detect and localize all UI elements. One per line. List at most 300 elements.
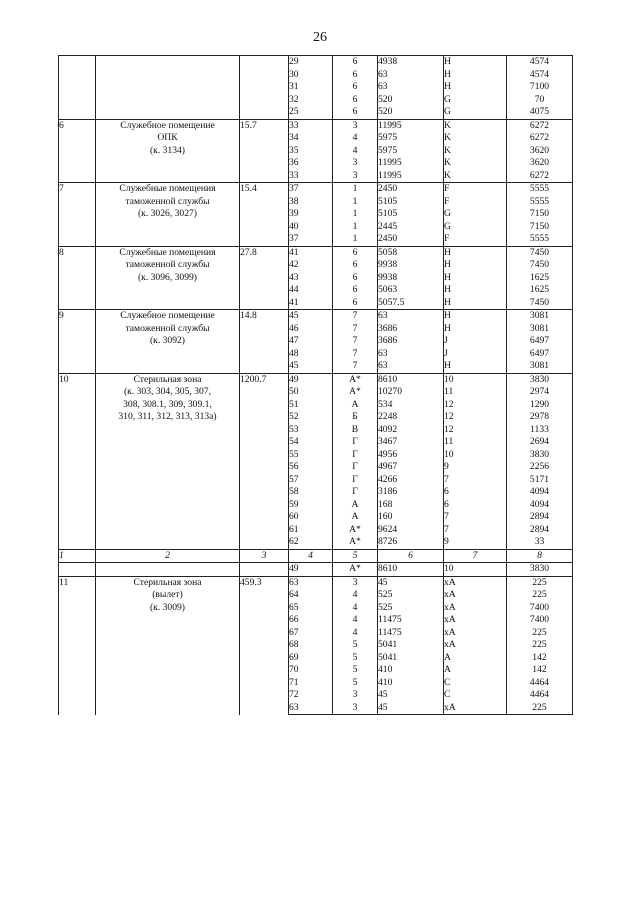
segment-cell: В: [333, 424, 378, 437]
point-cell: 54: [289, 436, 333, 449]
class-cell: G: [444, 94, 507, 107]
room-name-line: Служебные помещения: [119, 183, 216, 194]
class-cell: 7: [444, 524, 507, 537]
room-number-cell: 11: [59, 576, 96, 715]
class-cell: 6: [444, 499, 507, 512]
segment-cell: 4: [333, 145, 378, 158]
class-cell: H: [444, 69, 507, 82]
value-cell: 7150: [507, 221, 573, 234]
table-row: [59, 246, 573, 259]
room-name-cell: [96, 56, 240, 120]
value-cell: 2978: [507, 411, 573, 424]
room-name-line: Стерильная зона: [133, 576, 202, 588]
value-cell: 7400: [507, 614, 573, 627]
column-number-cell: 5: [333, 549, 378, 563]
room-number-cell: 7: [59, 183, 96, 247]
segment-cell: Г: [333, 461, 378, 474]
coord-cell: 8610: [378, 373, 444, 386]
segment-cell: 3: [333, 119, 378, 132]
segment-cell: 3: [333, 702, 378, 715]
segment-cell: 6: [333, 259, 378, 272]
coord-cell: 3467: [378, 436, 444, 449]
class-cell: F: [444, 196, 507, 209]
point-cell: 71: [289, 677, 333, 690]
point-cell: 35: [289, 145, 333, 158]
class-cell: H: [444, 81, 507, 94]
coord-cell: 520: [378, 106, 444, 119]
value-cell: 3830: [507, 563, 573, 577]
segment-cell: 6: [333, 94, 378, 107]
column-number-cell: 3: [240, 549, 289, 563]
coord-cell: 5975: [378, 145, 444, 158]
segment-cell: 1: [333, 233, 378, 246]
coord-cell: 45: [378, 702, 444, 715]
coord-cell: 63: [378, 81, 444, 94]
point-cell: 33: [289, 170, 333, 183]
value-cell: 6272: [507, 119, 573, 132]
value-cell: 6497: [507, 348, 573, 361]
coord-cell: 10270: [378, 386, 444, 399]
coord-cell: 4092: [378, 424, 444, 437]
segment-cell: 7: [333, 310, 378, 323]
class-cell: H: [444, 259, 507, 272]
value-cell: 5555: [507, 183, 573, 196]
room-name-line: таможенной службы: [125, 322, 210, 334]
segment-cell: 1: [333, 183, 378, 196]
segment-cell: 4: [333, 589, 378, 602]
table-row: [59, 373, 573, 386]
point-cell: 49: [289, 563, 333, 577]
column-number-cell: 6: [378, 549, 444, 563]
point-cell: 40: [289, 221, 333, 234]
room-number-cell: 10: [59, 373, 96, 549]
point-cell: 65: [289, 602, 333, 615]
class-cell: 12: [444, 411, 507, 424]
table-row: [59, 119, 573, 132]
value-cell: 3081: [507, 323, 573, 336]
class-cell: K: [444, 119, 507, 132]
class-cell: H: [444, 360, 507, 373]
point-cell: 34: [289, 132, 333, 145]
value-cell: 4094: [507, 499, 573, 512]
segment-cell: 1: [333, 221, 378, 234]
value-cell: 3620: [507, 145, 573, 158]
value-cell: 6497: [507, 335, 573, 348]
value-cell: 4464: [507, 677, 573, 690]
column-number-cell: 8: [507, 549, 573, 563]
class-cell: F: [444, 233, 507, 246]
segment-cell: 5: [333, 677, 378, 690]
room-name-cell: [96, 310, 240, 374]
point-cell: 56: [289, 461, 333, 474]
coord-cell: 520: [378, 94, 444, 107]
segment-cell: 3: [333, 170, 378, 183]
point-cell: 53: [289, 424, 333, 437]
coord-cell: 5058: [378, 246, 444, 259]
column-number-cell: 2: [96, 549, 240, 563]
class-cell: H: [444, 323, 507, 336]
table-row: [59, 310, 573, 323]
class-cell: хА: [444, 639, 507, 652]
value-cell: 1625: [507, 284, 573, 297]
point-cell: 52: [289, 411, 333, 424]
class-cell: хА: [444, 576, 507, 589]
value-cell: 7150: [507, 208, 573, 221]
segment-cell: А*: [333, 373, 378, 386]
point-cell: 47: [289, 335, 333, 348]
coord-cell: 4938: [378, 56, 444, 69]
class-cell: H: [444, 297, 507, 310]
coord-cell: 63: [378, 348, 444, 361]
room-name-line: (вылет): [152, 589, 183, 600]
value-cell: 5555: [507, 233, 573, 246]
point-cell: 38: [289, 196, 333, 209]
segment-cell: 6: [333, 56, 378, 69]
value-cell: 4094: [507, 486, 573, 499]
coord-cell: 168: [378, 499, 444, 512]
segment-cell: 6: [333, 284, 378, 297]
room-number-cell: 6: [59, 119, 96, 183]
point-cell: 43: [289, 272, 333, 285]
segment-cell: А: [333, 499, 378, 512]
column-number-cell: 7: [444, 549, 507, 563]
point-cell: 45: [289, 310, 333, 323]
point-cell: 68: [289, 639, 333, 652]
coord-cell: 45: [378, 689, 444, 702]
column-number-cell: 4: [289, 549, 333, 563]
value-cell: 225: [507, 627, 573, 640]
column-number-row: [59, 549, 573, 563]
point-cell: 36: [289, 157, 333, 170]
segment-cell: 7: [333, 348, 378, 361]
room-name-cell: [96, 576, 240, 715]
value-cell: 225: [507, 702, 573, 715]
value-cell: 5555: [507, 196, 573, 209]
point-cell: 41: [289, 246, 333, 259]
class-cell: хА: [444, 614, 507, 627]
room-name-line: таможенной службы: [125, 195, 210, 207]
value-cell: 2894: [507, 524, 573, 537]
coord-cell: 45: [378, 576, 444, 589]
coord-cell: 5057.5: [378, 297, 444, 310]
room-area-cell: 27.8: [240, 246, 289, 310]
room-number-cell: 8: [59, 246, 96, 310]
coord-cell: 5105: [378, 208, 444, 221]
class-cell: C: [444, 677, 507, 690]
class-cell: А: [444, 664, 507, 677]
class-cell: 11: [444, 386, 507, 399]
class-cell: K: [444, 132, 507, 145]
room-number-cell: [59, 563, 96, 577]
point-cell: 59: [289, 499, 333, 512]
page-number: 26: [313, 30, 327, 45]
point-cell: 46: [289, 323, 333, 336]
class-cell: хА: [444, 702, 507, 715]
coord-cell: 410: [378, 677, 444, 690]
class-cell: K: [444, 157, 507, 170]
point-cell: 64: [289, 589, 333, 602]
coord-cell: 3186: [378, 486, 444, 499]
value-cell: 6272: [507, 132, 573, 145]
value-cell: 33: [507, 536, 573, 549]
room-area-cell: 15.7: [240, 119, 289, 183]
value-cell: 142: [507, 664, 573, 677]
point-cell: 55: [289, 449, 333, 462]
value-cell: 3081: [507, 360, 573, 373]
point-cell: 44: [289, 284, 333, 297]
class-cell: хА: [444, 627, 507, 640]
value-cell: 7450: [507, 246, 573, 259]
room-name-line: Служебные помещения: [119, 246, 216, 258]
coord-cell: 4967: [378, 461, 444, 474]
point-cell: 67: [289, 627, 333, 640]
room-name-line: 310, 311, 312, 313, 313а): [118, 411, 217, 422]
point-cell: 49: [289, 373, 333, 386]
class-cell: G: [444, 106, 507, 119]
room-area-cell: 459.3: [240, 576, 289, 715]
class-cell: H: [444, 246, 507, 259]
value-cell: 3830: [507, 373, 573, 386]
class-cell: G: [444, 208, 507, 221]
room-name-line: (к. 3134): [149, 144, 186, 156]
value-cell: 4075: [507, 106, 573, 119]
room-number-cell: 9: [59, 310, 96, 374]
coord-cell: 11995: [378, 157, 444, 170]
coord-cell: 5041: [378, 639, 444, 652]
segment-cell: 5: [333, 639, 378, 652]
point-cell: 60: [289, 511, 333, 524]
point-cell: 32: [289, 94, 333, 107]
point-cell: 58: [289, 486, 333, 499]
point-cell: 66: [289, 614, 333, 627]
point-cell: 63: [289, 576, 333, 589]
value-cell: 1290: [507, 399, 573, 412]
segment-cell: 6: [333, 106, 378, 119]
value-cell: 7450: [507, 297, 573, 310]
room-area-cell: 15.4: [240, 183, 289, 247]
room-name-cell: [96, 563, 240, 577]
value-cell: 4574: [507, 56, 573, 69]
coord-cell: 8726: [378, 536, 444, 549]
segment-cell: Г: [333, 486, 378, 499]
coord-cell: 410: [378, 664, 444, 677]
class-cell: 9: [444, 461, 507, 474]
segment-cell: А*: [333, 386, 378, 399]
value-cell: 4464: [507, 689, 573, 702]
segment-cell: 6: [333, 297, 378, 310]
segment-cell: А*: [333, 536, 378, 549]
coord-cell: 160: [378, 511, 444, 524]
coord-cell: 4956: [378, 449, 444, 462]
segment-cell: Г: [333, 449, 378, 462]
room-name-cell: [96, 183, 240, 247]
segment-cell: 5: [333, 652, 378, 665]
room-name-line: таможенной службы: [125, 259, 210, 270]
segment-cell: 6: [333, 272, 378, 285]
segment-cell: 7: [333, 323, 378, 336]
segment-cell: 6: [333, 69, 378, 82]
class-cell: хА: [444, 589, 507, 602]
point-cell: 39: [289, 208, 333, 221]
segment-cell: Г: [333, 436, 378, 449]
coord-cell: 11475: [378, 614, 444, 627]
value-cell: 5171: [507, 474, 573, 487]
class-cell: H: [444, 310, 507, 323]
coord-cell: 5975: [378, 132, 444, 145]
point-cell: 30: [289, 69, 333, 82]
point-cell: 37: [289, 183, 333, 196]
room-name-line: Служебное помещение: [120, 310, 215, 321]
segment-cell: А*: [333, 563, 378, 577]
point-cell: 25: [289, 106, 333, 119]
class-cell: 12: [444, 424, 507, 437]
class-cell: 6: [444, 486, 507, 499]
room-name-cell: [96, 246, 240, 310]
coord-cell: 11475: [378, 627, 444, 640]
coord-cell: 9938: [378, 272, 444, 285]
value-cell: 4574: [507, 69, 573, 82]
class-cell: 10: [444, 373, 507, 386]
room-name-line: Служебное помещение: [120, 119, 215, 131]
room-number-cell: [59, 56, 96, 120]
room-name-line: (к. 3096, 3099): [137, 271, 198, 283]
point-cell: 50: [289, 386, 333, 399]
class-cell: 9: [444, 536, 507, 549]
class-cell: J: [444, 335, 507, 348]
point-cell: 70: [289, 664, 333, 677]
value-cell: 225: [507, 576, 573, 589]
point-cell: 61: [289, 524, 333, 537]
class-cell: хА: [444, 602, 507, 615]
segment-cell: 1: [333, 196, 378, 209]
segment-cell: 1: [333, 208, 378, 221]
room-name-line: ОПК: [157, 132, 178, 143]
class-cell: 11: [444, 436, 507, 449]
segment-cell: 4: [333, 614, 378, 627]
segment-cell: 6: [333, 81, 378, 94]
point-cell: 33: [289, 119, 333, 132]
class-cell: H: [444, 56, 507, 69]
point-cell: 37: [289, 233, 333, 246]
point-cell: 57: [289, 474, 333, 487]
coord-cell: 534: [378, 399, 444, 412]
point-cell: 42: [289, 259, 333, 272]
coord-cell: 3686: [378, 335, 444, 348]
point-cell: 69: [289, 652, 333, 665]
segment-cell: 4: [333, 602, 378, 615]
coord-cell: 525: [378, 589, 444, 602]
room-name-line: (к. 3009): [149, 601, 186, 613]
value-cell: 7100: [507, 81, 573, 94]
value-cell: 225: [507, 639, 573, 652]
class-cell: G: [444, 221, 507, 234]
point-cell: 29: [289, 56, 333, 69]
segment-cell: А*: [333, 524, 378, 537]
coord-cell: 8610: [378, 563, 444, 577]
segment-cell: 5: [333, 664, 378, 677]
coord-cell: 9624: [378, 524, 444, 537]
segment-cell: 7: [333, 360, 378, 373]
room-name-cell: [96, 119, 240, 183]
class-cell: 12: [444, 399, 507, 412]
coord-cell: 5105: [378, 196, 444, 209]
coord-cell: 2450: [378, 233, 444, 246]
room-name-cell: [96, 373, 240, 549]
coord-cell: 63: [378, 69, 444, 82]
value-cell: 7450: [507, 259, 573, 272]
class-cell: H: [444, 284, 507, 297]
coord-cell: 9938: [378, 259, 444, 272]
segment-cell: А: [333, 511, 378, 524]
value-cell: 3620: [507, 157, 573, 170]
segment-cell: 4: [333, 132, 378, 145]
value-cell: 2256: [507, 461, 573, 474]
class-cell: C: [444, 689, 507, 702]
class-cell: K: [444, 170, 507, 183]
value-cell: 142: [507, 652, 573, 665]
room-name-line: Стерильная зона: [133, 373, 202, 385]
coord-cell: 4266: [378, 474, 444, 487]
class-cell: F: [444, 183, 507, 196]
room-area-cell: [240, 56, 289, 120]
table-row: [59, 576, 573, 589]
class-cell: 10: [444, 449, 507, 462]
class-cell: 7: [444, 511, 507, 524]
value-cell: 2694: [507, 436, 573, 449]
point-cell: 31: [289, 81, 333, 94]
table-row: [59, 56, 573, 69]
point-cell: 63: [289, 702, 333, 715]
segment-cell: А: [333, 399, 378, 412]
coord-cell: 2450: [378, 183, 444, 196]
room-area-cell: 14.8: [240, 310, 289, 374]
segment-cell: 6: [333, 246, 378, 259]
room-name-line: (к. 3026, 3027): [137, 208, 198, 219]
value-cell: 1625: [507, 272, 573, 285]
class-cell: А: [444, 652, 507, 665]
value-cell: 2974: [507, 386, 573, 399]
coord-cell: 2445: [378, 221, 444, 234]
value-cell: 1133: [507, 424, 573, 437]
segment-cell: 3: [333, 157, 378, 170]
class-cell: K: [444, 145, 507, 158]
coord-cell: 5063: [378, 284, 444, 297]
segment-cell: Г: [333, 474, 378, 487]
segment-cell: 3: [333, 576, 378, 589]
room-name-line: 308, 308.1, 309, 309.1,: [123, 398, 212, 410]
coord-cell: 63: [378, 310, 444, 323]
segment-cell: 7: [333, 335, 378, 348]
coord-cell: 11995: [378, 119, 444, 132]
column-number-cell: 1: [59, 549, 96, 563]
segment-cell: Б: [333, 411, 378, 424]
segment-cell: 3: [333, 689, 378, 702]
coord-cell: 5041: [378, 652, 444, 665]
value-cell: 6272: [507, 170, 573, 183]
room-area-cell: 1200.7: [240, 373, 289, 549]
point-cell: 51: [289, 399, 333, 412]
value-cell: 7400: [507, 602, 573, 615]
table-row: [59, 563, 573, 577]
class-cell: J: [444, 348, 507, 361]
value-cell: 2894: [507, 511, 573, 524]
point-cell: 72: [289, 689, 333, 702]
point-cell: 45: [289, 360, 333, 373]
point-cell: 41: [289, 297, 333, 310]
segment-cell: 4: [333, 627, 378, 640]
class-cell: 7: [444, 474, 507, 487]
coord-cell: 63: [378, 360, 444, 373]
